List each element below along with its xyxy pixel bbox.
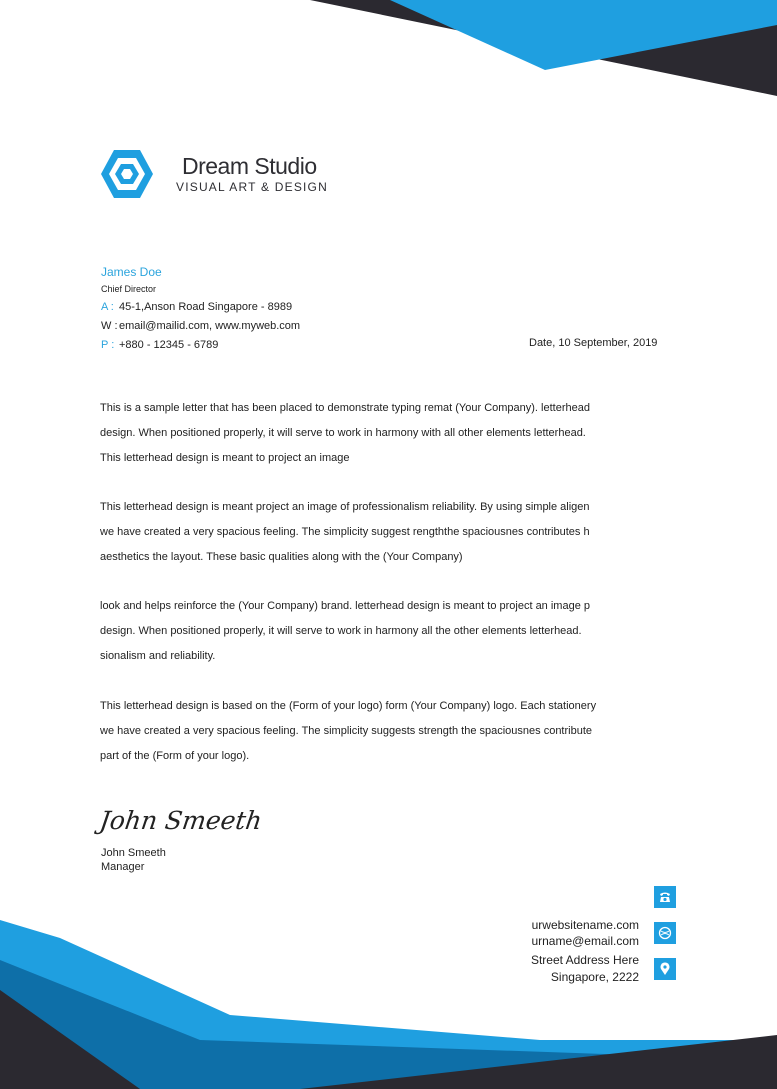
paragraph-1 [100,396,630,471]
paragraph-line: look and helps reinforce the (Your Company) brand. letterhead design is meant to project an image p [100,600,590,612]
brand-name: Dream Studio [182,153,317,179]
brand-tagline: VISUAL ART & DESIGN [176,180,328,194]
paragraph-line: design. When positioned properly, it will serve to work in harmony all the other elements letterhead. [100,625,582,637]
paragraph-line: This is a sample letter that has been placed to demonstrate typing remat (Your Company). letterhead [100,402,590,414]
address-label: A : [101,301,114,313]
sender-title: Chief Director [101,284,157,294]
phone-label: P : [101,339,115,351]
paragraph-line: This letterhead design is meant to project an image [100,452,350,464]
address-value: 45-1,Anson Road Singapore - 8989 [119,301,293,313]
signatory-role: Manager [101,861,145,873]
footer-email: urname@email.com [531,934,639,948]
paragraph-line: This letterhead design is based on the (Form of your logo) form (Your Company) logo. Each stationery [100,700,597,712]
paragraph-4 [100,694,630,769]
footer-website: urwebsitename.com [531,918,639,932]
paragraph-line: aesthetics the layout. These basic qualities along with the (Your Company) [100,551,463,563]
paragraph-line: This letterhead design is meant project an image of professionalism reliability. By using simple aligen [100,501,590,513]
paragraph-2 [100,495,630,570]
phone-line [101,339,218,351]
signature: John Smeeth [97,806,264,835]
web-label: W : [101,320,118,332]
address-line [101,301,292,313]
hexagon-logo-icon [100,148,154,200]
phone-icon [654,886,676,908]
web-line [101,320,300,332]
footer-street: Street Address Here [530,953,639,967]
phone-value: +880 - 12345 - 6789 [119,339,219,351]
paragraph-3 [100,594,630,669]
footer-city: Singapore, 2222 [550,970,639,984]
signatory-name: John Smeeth [101,847,166,859]
letter-date: Date, 10 September, 2019 [529,337,658,349]
paragraph-line: sionalism and reliability. [100,650,216,662]
globe-icon [654,922,676,944]
web-value: email@mailid.com, www.myweb.com [119,320,301,332]
paragraph-line: we have created a very spacious feeling. The simplicity suggests strength the spaciousnes contribute [100,725,593,737]
paragraph-line: we have created a very spacious feeling. The simplicity suggest rengththe spaciousnes contributes h [100,526,590,538]
sender-name: James Doe [101,265,162,279]
location-pin-icon [654,958,676,980]
paragraph-line: part of the (Form of your logo). [100,750,250,762]
paragraph-line: design. When positioned properly, it will serve to work in harmony with all other elements letterhead. [100,427,586,439]
